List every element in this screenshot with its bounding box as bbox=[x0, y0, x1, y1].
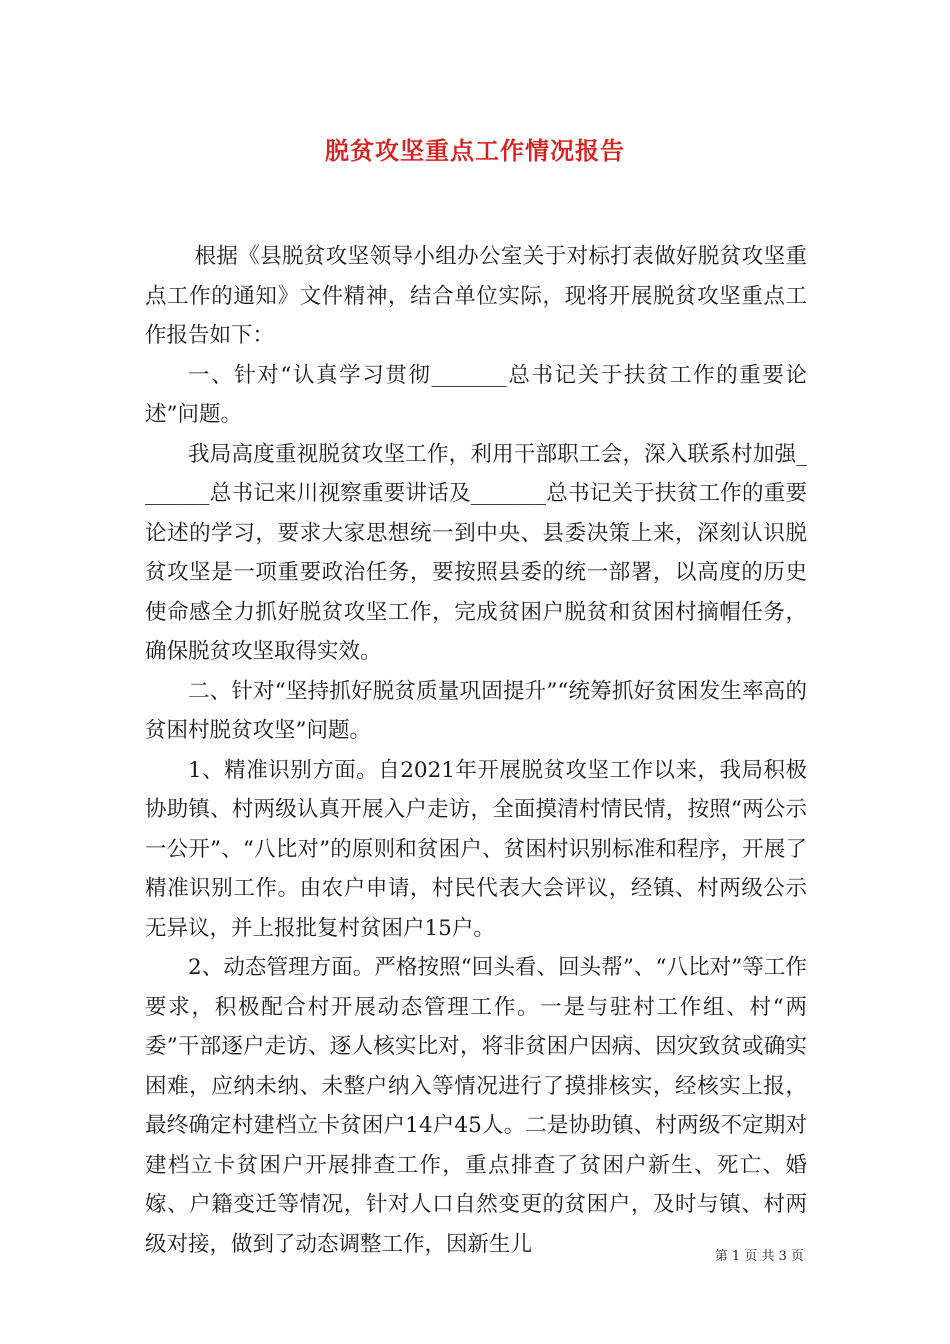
paragraph-section-1-heading: 一、针对“认真学习贯彻_______总书记关于扶贫工作的重要论述”问题。 bbox=[145, 362, 807, 427]
paragraph-section-2-heading: 二、针对“坚持抓好脱贫质量巩固提升”“统筹抓好贫困发生率高的贫困村脱贫攻坚”问题。 bbox=[145, 678, 807, 743]
paragraph-section-1-body: 我局高度重视脱贫攻坚工作，利用干部职工会，深入联系村加强_______总书记来川视察重要讲话及_______总书记关于扶贫工作的重要论述的学习，要求大家思想统一到中央、县委决策上来，深刻认识脱贫攻坚是一项重要政治任务，要按照县委的统一部署，以高度的历史使命感全力抓好脱贫攻坚工作，完成贫困户脱贫和贫困村摘帽任务，确保脱贫攻坚取得实效。 bbox=[145, 441, 807, 664]
paragraph-intro: 根据《县脱贫攻坚领导小组办公室关于对标打表做好脱贫攻坚重点工作的通知》文件精神，结合单位实际，现将开展脱贫攻坚重点工作报告如下： bbox=[145, 244, 807, 348]
paragraph-precise-identification: 1、精准识别方面。自2021年开展脱贫攻坚工作以来，我局积极协助镇、村两级认真开展入户走访，全面摸清村情民情，按照“两公示一公开”、“八比对”的原则和贫困户、贫困村识别标准和程序，开展了精准识别工作。由农户申请，村民代表大会评议，经镇、村两级公示无异议，并上报批复村贫困户15户。 bbox=[145, 757, 807, 941]
page-number-footer: 第 1 页 共 3 页 bbox=[714, 1249, 804, 1264]
paragraph-dynamic-management: 2、动态管理方面。严格按照“回头看、回头帮”、“八比对”等工作要求，积极配合村开展动态管理工作。一是与驻村工作组、村“两委”干部逐户走访、逐人核实比对，将非贫困户因病、因灾致贫或确实困难，应纳未纳、未整户纳入等情况进行了摸排核实，经核实上报，最终确定村建档立卡贫困户14户45人。二是协助镇、村两级不定期对建档立卡贫困户开展排查工作，重点排查了贫困户新生、死亡、婚嫁、户籍变迁等情况，针对人口自然变更的贫困户，及时与镇、村两级对接，做到了动态调整工作，因新生儿 bbox=[145, 955, 807, 1257]
document-body bbox=[145, 237, 807, 1264]
document-title: 脱贫攻坚重点工作情况报告 bbox=[325, 136, 625, 165]
